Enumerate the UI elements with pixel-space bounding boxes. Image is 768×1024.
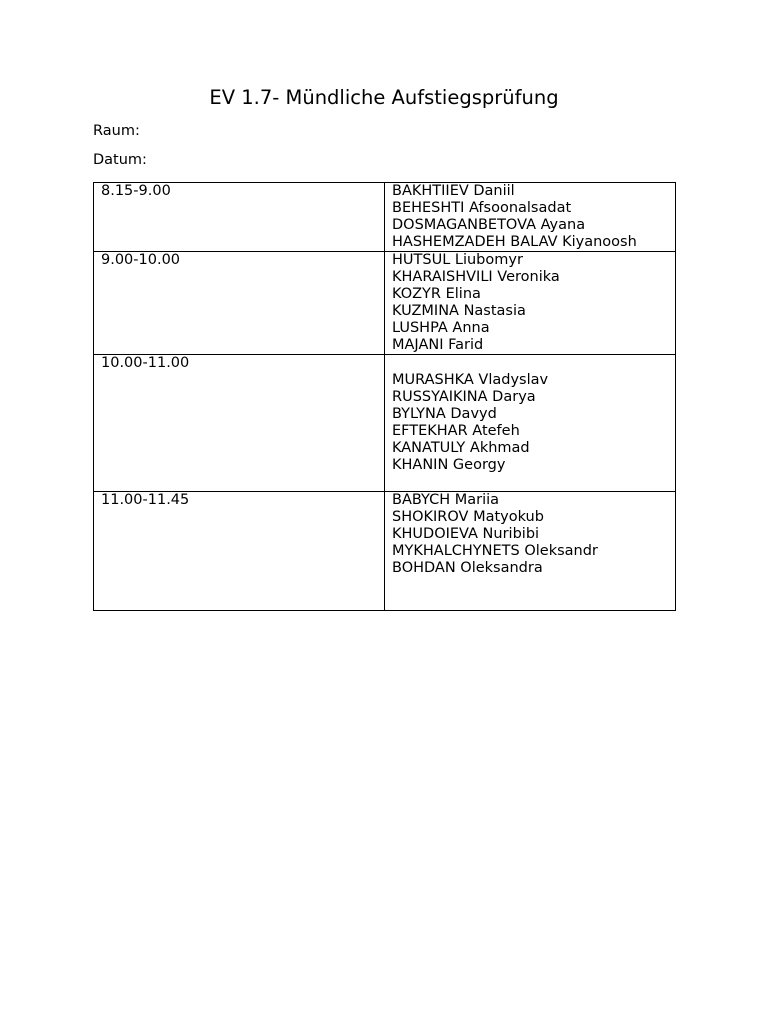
student-name: BOHDAN Oleksandra — [392, 560, 543, 576]
schedule-row — [94, 183, 676, 252]
student-name: MURASHKA Vladyslav — [392, 372, 549, 388]
student-name: KUZMINA Nastasia — [392, 303, 526, 319]
student-name: LUSHPA Anna — [392, 320, 490, 336]
student-name: BYLYNA Davyd — [392, 406, 497, 422]
student-name: HASHEMZADEH BALAV Kiyanoosh — [392, 234, 637, 250]
exam-schedule-table — [93, 182, 676, 611]
student-list — [385, 183, 676, 252]
student-name: KOZYR Elina — [392, 286, 481, 302]
student-name: BABYCH Mariia — [392, 492, 500, 508]
student-name: KHARAISHVILI Veronika — [392, 269, 560, 285]
student-name: SHOKIROV Matyokub — [392, 509, 544, 525]
student-name: BAKHTIIEV Daniil — [392, 183, 515, 199]
schedule-row — [94, 492, 676, 611]
blank-line — [392, 355, 675, 372]
page-title: EV 1.7- Mündliche Aufstiegsprüfung — [209, 86, 559, 109]
schedule-row — [94, 252, 676, 355]
time-slot: 8.15-9.00 — [94, 183, 385, 252]
student-name: EFTEKHAR Atefeh — [392, 423, 520, 439]
student-list — [385, 492, 676, 611]
student-name: RUSSYAIKINA Darya — [392, 389, 536, 405]
student-name: DOSMAGANBETOVA Ayana — [392, 217, 586, 233]
time-slot: 9.00-10.00 — [94, 252, 385, 355]
student-list — [385, 252, 676, 355]
room-label: Raum: — [93, 123, 140, 139]
schedule-row — [94, 355, 676, 492]
student-name: MAJANI Farid — [392, 337, 484, 353]
time-slot: 11.00-11.45 — [94, 492, 385, 611]
student-name: KANATULY Akhmad — [392, 440, 530, 456]
time-slot: 10.00-11.00 — [94, 355, 385, 492]
student-name: BEHESHTI Afsoonalsadat — [392, 200, 572, 216]
student-name: KHUDOIEVA Nuribibi — [392, 526, 540, 542]
student-name: KHANIN Georgy — [392, 457, 506, 473]
student-name: HUTSUL Liubomyr — [392, 252, 523, 268]
date-label: Datum: — [93, 152, 147, 168]
student-name: MYKHALCHYNETS Oleksandr — [392, 543, 598, 559]
student-list — [385, 355, 676, 492]
